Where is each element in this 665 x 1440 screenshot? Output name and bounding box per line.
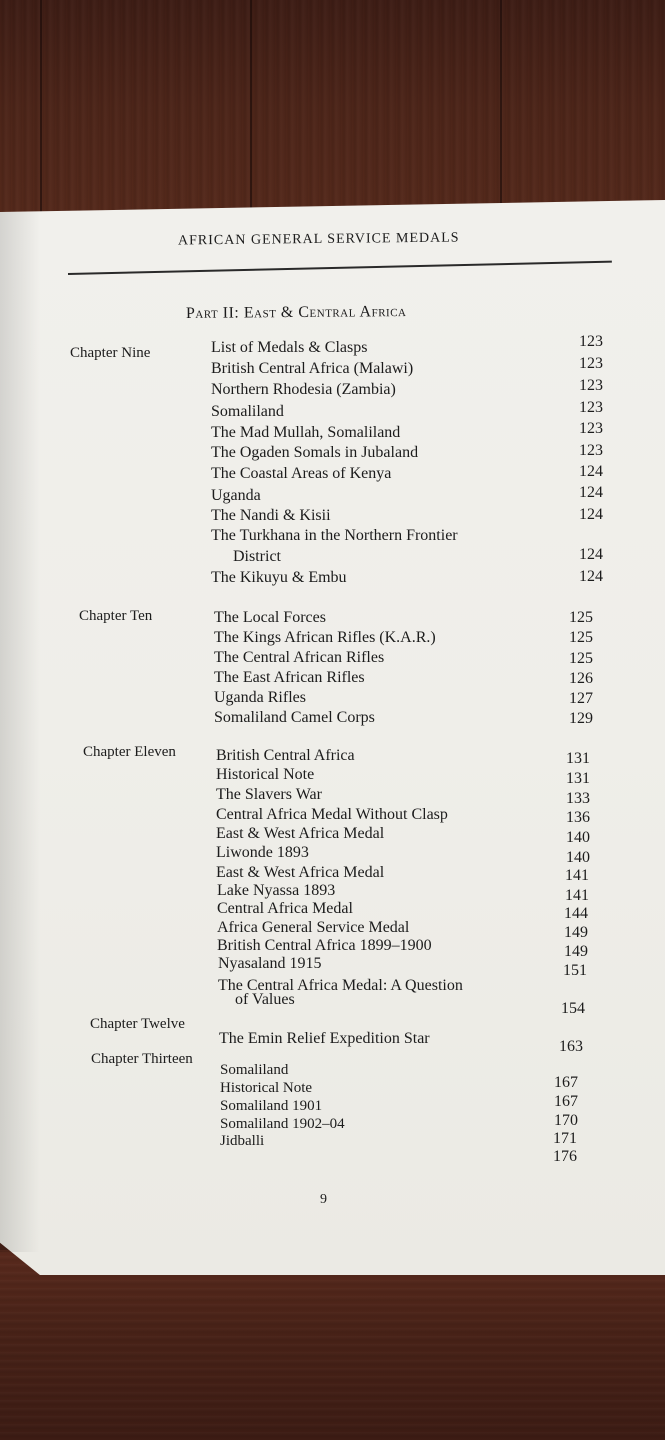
toc-entry: The Emin Relief Expedition Star [219,1030,430,1047]
toc-entry: The Local Forces [214,609,326,626]
page-number: 131 [566,750,590,767]
chapter-label: Chapter Thirteen [91,1051,193,1067]
toc-entry: The Kikuyu & Embu [211,569,347,586]
toc-entry: British Central Africa [216,747,355,764]
toc-entry: The Kings African Rifles (K.A.R.) [214,629,436,646]
toc-entry: The Central Africa Medal: A Question [218,977,463,994]
page-number: 154 [561,1000,585,1017]
toc-entry: The Turkhana in the Northern Frontier [211,527,458,544]
page-number: 141 [565,887,589,904]
toc-entry: Somaliland Camel Corps [214,709,375,726]
page-number: 136 [566,809,590,826]
page-number: 123 [579,442,603,459]
toc-entry: Somaliland 1902–04 [220,1116,345,1132]
page-number: 133 [566,790,590,807]
toc-entry: List of Medals & Clasps [211,339,368,356]
toc-entry: Historical Note [216,766,315,783]
toc-entry: Somaliland [211,403,284,420]
page-number: 124 [579,484,603,501]
toc-entry: Somaliland [220,1062,289,1078]
toc-entry: Historical Note [220,1080,313,1096]
chapter-label: Chapter Eleven [83,744,176,760]
toc-entry: East & West Africa Medal [216,864,385,881]
header-rule [68,261,612,275]
page-number: 163 [559,1038,583,1055]
toc-entry: The Ogaden Somals in Jubaland [211,444,419,461]
toc-entry: Somaliland 1901 [220,1098,323,1114]
toc-entry: British Central Africa 1899–1900 [217,937,432,954]
page-number: 149 [564,943,588,960]
toc-entry: of Values [235,991,295,1008]
page-number: 141 [565,867,589,884]
toc-entry: Central Africa Medal [217,900,353,917]
page-number: 144 [564,905,588,922]
page-number: 126 [569,670,593,687]
page-number: 171 [553,1130,577,1147]
page-number: 140 [566,849,590,866]
toc-entry: East & West Africa Medal [216,825,385,842]
toc-entry: The Slavers War [216,786,322,803]
chapter-label: Chapter Twelve [90,1016,185,1032]
toc-entry: Africa General Service Medal [217,919,410,936]
toc-entry: Liwonde 1893 [216,844,309,861]
page-number: 176 [553,1148,577,1165]
page-number: 123 [579,377,603,394]
page-number: 124 [579,568,603,585]
toc-entry: British Central Africa (Malawi) [211,360,414,377]
page-number: 123 [579,399,603,416]
toc-entry: Northern Rhodesia (Zambia) [211,381,396,398]
page-number: 125 [569,609,593,626]
page-number: 127 [569,690,593,707]
page-number: 124 [579,463,603,480]
chapter-label: Chapter Ten [79,608,153,624]
toc-entry: Jidballi [220,1133,265,1149]
page-number: 125 [569,629,593,646]
part-heading: Part II: East & Central Africa [185,303,407,322]
page-number: 131 [566,770,590,787]
page-number: 123 [579,355,603,372]
toc-entry: The Coastal Areas of Kenya [211,465,392,482]
page-number: 125 [569,650,593,667]
running-head: AFRICAN GENERAL SERVICE MEDALS [177,230,460,249]
page-number: 124 [579,546,603,563]
toc-entry: Uganda Rifles [214,689,306,706]
page-number: 149 [564,924,588,941]
page-number: 123 [579,333,603,350]
page-number: 129 [569,710,593,727]
toc-entry: The Central African Rifles [214,649,385,666]
toc-entry: The Mad Mullah, Somaliland [211,424,401,441]
folio-page-number: 9 [320,1192,327,1207]
toc-entry: The East African Rifles [214,669,365,686]
page-number: 170 [554,1112,578,1129]
toc-entry: Nyasaland 1915 [218,955,322,972]
page-number: 167 [554,1093,578,1110]
toc-entry: The Nandi & Kisii [211,507,331,524]
page-number: 123 [579,420,603,437]
page-number: 140 [566,829,590,846]
chapter-label: Chapter Nine [70,345,151,361]
toc-entry: Lake Nyassa 1893 [217,882,336,899]
toc-entry: Central Africa Medal Without Clasp [216,806,448,823]
page-number: 167 [554,1074,578,1091]
page-number: 151 [563,962,587,979]
toc-entry: District [233,548,281,565]
toc-entry: Uganda [211,487,261,504]
page-number: 124 [579,506,603,523]
